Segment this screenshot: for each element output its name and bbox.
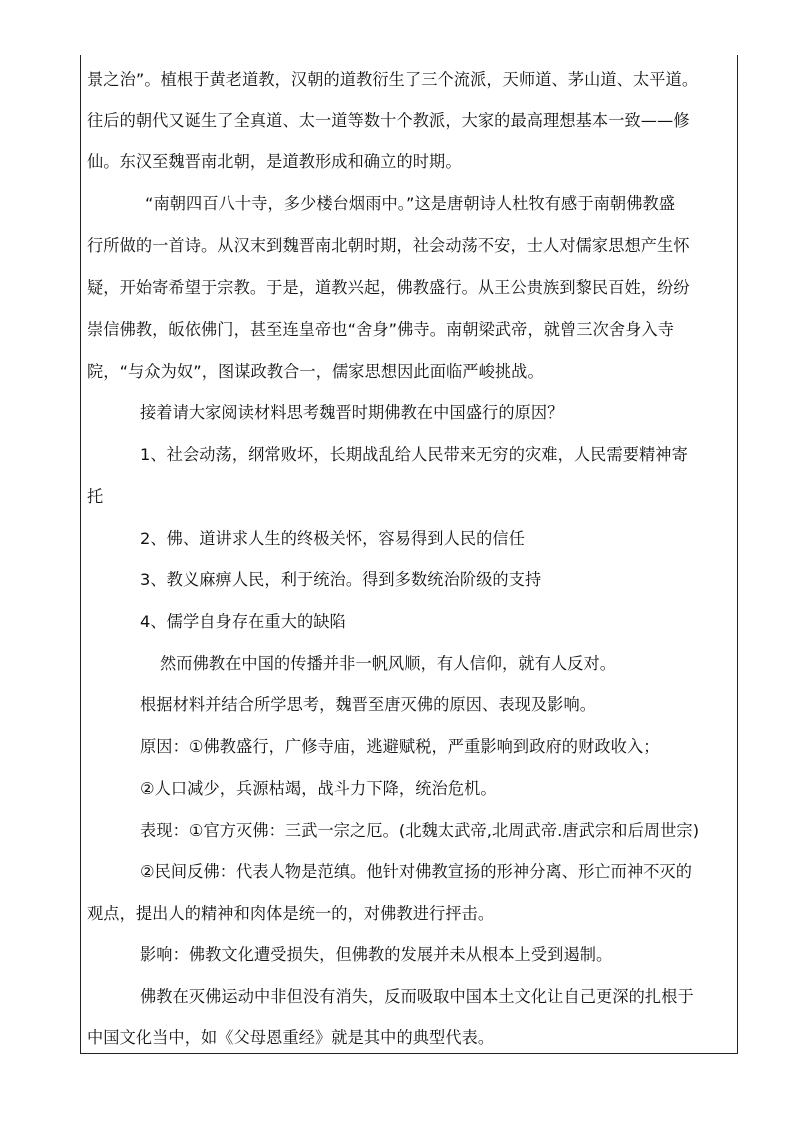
text-line: 崇信佛教，皈依佛门，甚至连皇帝也“舍身”佛寺。南朝梁武帝，就曾三次舍身入寺 [87, 320, 675, 339]
list-item: 2、佛、道讲求人生的终极关怀，容易得到人民的信任 [140, 529, 526, 548]
paragraph-start-line: 然而佛教在中国的传播并非一帆风顺，有人信仰，就有人反对。 [160, 654, 617, 673]
question-line: 接着请大家阅读材料思考魏晋时期佛教在中国盛行的原因？ [140, 403, 564, 422]
paragraph-start-line: “南朝四百八十寺，多少楼台烟雨中。”这是唐朝诗人杜牧有感于南朝佛教盛 [145, 194, 676, 213]
text-line: 表现：①官方灭佛：三武一宗之厄。(北魏太武帝,北周武帝.唐武宗和后周世宗) [140, 821, 700, 840]
text-line: 影响：佛教文化遭受损失，但佛教的发展并未从根本上受到遏制。 [140, 945, 613, 964]
list-item: 1、社会动荡，纲常败坏，长期战乱给人民带来无穷的灾难，人民需要精神寄 [140, 445, 688, 464]
question-line: 根据材料并结合所学思考，魏晋至唐灭佛的原因、表现及影响。 [140, 695, 597, 714]
text-line: 行所做的一首诗。从汉末到魏晋南北朝时期，社会动荡不安，士人对儒家思想产生怀 [87, 236, 690, 255]
text-line: 中国文化当中，如《父母恩重经》就是其中的典型代表。 [87, 1028, 495, 1047]
text-line: 托 [87, 487, 104, 506]
text-line: 疑，开始寄希望于宗教。于是，道教兴起，佛教盛行。从王公贵族到黎民百姓，纷纷 [87, 278, 690, 297]
text-line: 仙。东汉至魏晋南北朝，是道教形成和确立的时期。 [87, 152, 462, 171]
text-line: 观点，提出人的精神和肉体是统一的，对佛教进行抨击。 [87, 904, 495, 923]
list-item: 3、教义麻痹人民，利于统治。得到多数统治阶级的支持 [140, 570, 542, 589]
text-line: ②人口减少，兵源枯竭，战斗力下降，统治危机。 [140, 779, 497, 798]
list-item: 4、儒学自身存在重大的缺陷 [140, 612, 346, 631]
text-line: ②民间反佛：代表人物是范缜。他针对佛教宣扬的形神分离、形亡而神不灭的 [140, 862, 693, 881]
text-line: 原因：①佛教盛行，广修寺庙，逃避赋税，严重影响到政府的财政收入； [140, 737, 660, 756]
text-box [80, 55, 738, 1054]
text-line: 景之治”。植根于黄老道教，汉朝的道教衍生了三个流派，天师道、茅山道、太平道。 [87, 70, 699, 89]
text-line: 往后的朝代又诞生了全真道、太一道等数十个教派，大家的最高理想基本一致——修 [87, 111, 690, 130]
text-line: 院，“与众为奴”，图谋政教合一，儒家思想因此面临严峻挑战。 [87, 362, 544, 381]
paragraph-start-line: 佛教在灭佛运动中非但没有消失，反而吸取中国本土文化让自己更深的扎根于 [140, 987, 694, 1006]
